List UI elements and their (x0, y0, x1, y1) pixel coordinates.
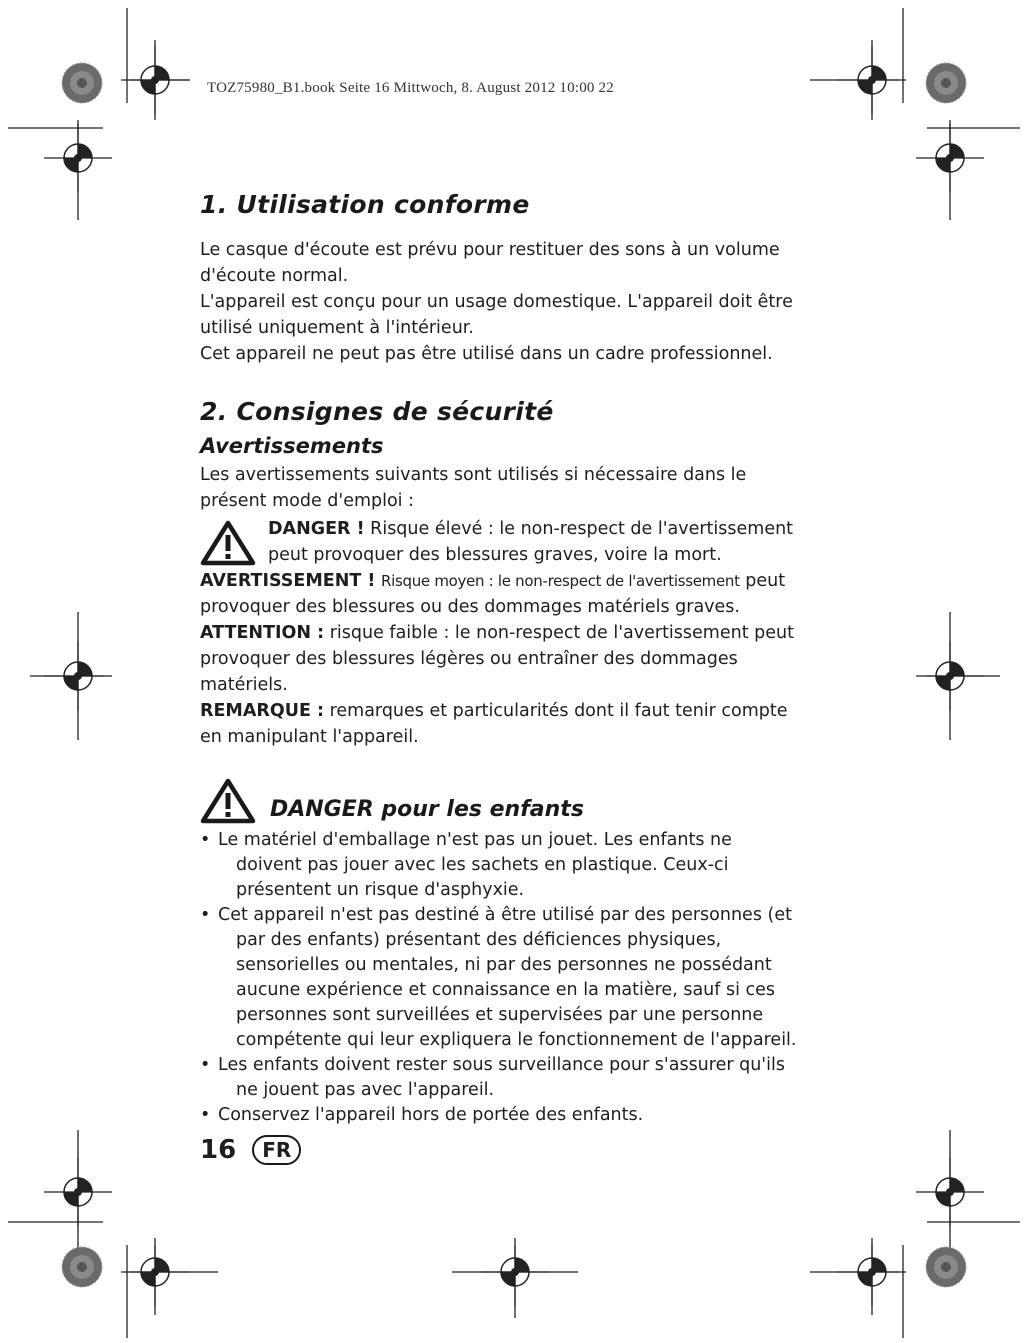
children-danger-heading (200, 778, 800, 824)
attention-text: risque faible : le non-respect de l'avertissement peut provoquer des blessures légères ou entraîner des dommages matériels. (200, 623, 794, 695)
avertissement-text: peut provoquer des blessures ou des dommages matériels graves. (200, 571, 786, 617)
danger-label: DANGER ! (268, 519, 365, 539)
list-item: • Les enfants doivent rester sous surveillance pour s'assurer qu'ils ne jouent pas avec l'appareil. (200, 1053, 800, 1103)
page-number: 16 (200, 1135, 237, 1165)
warning-triangle-icon (200, 778, 256, 824)
danger-text: Risque élevé : le non-respect de l'avertissement peut provoquer des blessures graves, voire la mort. (268, 519, 794, 565)
attention-definition (200, 620, 800, 698)
avertissement-text-condensed: Risque moyen : le non-respect de l'avertissement (380, 572, 740, 590)
avertissement-label: AVERTISSEMENT ! (200, 571, 376, 591)
page-footer (200, 1135, 301, 1165)
print-slug: TOZ75980_B1.book Seite 16 Mittwoch, 8. August 2012 10:00 22 (207, 80, 614, 96)
remarque-text: remarques et particularités dont il faut tenir compte en manipulant l'appareil. (200, 701, 788, 747)
danger-definition (200, 516, 800, 568)
list-item: • Conservez l'appareil hors de portée des enfants. (200, 1103, 800, 1128)
children-danger-list (200, 828, 800, 1128)
remarque-definition (200, 698, 800, 750)
attention-label: ATTENTION : (200, 623, 325, 643)
list-item: • Le matériel d'emballage n'est pas un jouet. Les enfants ne doivent pas jouer avec les sachets en plastique. Ceux-ci présentent un risque d'asphyxie. (200, 828, 800, 903)
main-content (200, 190, 800, 1128)
paragraph: Cet appareil ne peut pas être utilisé dans un cadre professionnel. (200, 344, 773, 364)
remarque-label: REMARQUE : (200, 701, 324, 721)
list-item: • Cet appareil n'est pas destiné à être utilisé par des personnes (et par des enfants) présentant des déficiences physiques, sensorielles ou mentales, ni par des personnes ne possédant aucune expérience et connaissance en la matière, sauf si ces personnes sont surveillées et supervisées par une personne compétente qui leur expliquera le fonctionnement de l'appareil. (200, 903, 800, 1053)
avertissement-definition (200, 568, 800, 620)
warnings-intro: Les avertissements suivants sont utilisés si nécessaire dans le présent mode d'emploi : (200, 465, 747, 511)
section-1-body (200, 237, 800, 367)
section-2-title: 2. Consignes de sécurité (200, 397, 554, 426)
warnings-subtitle: Avertissements (200, 434, 384, 458)
section-1-title: 1. Utilisation conforme (200, 190, 530, 219)
paragraph: L'appareil est conçu pour un usage domestique. L'appareil doit être utilisé uniquement à l'intérieur. (200, 292, 793, 338)
paragraph: Le casque d'écoute est prévu pour restituer des sons à un volume d'écoute normal. (200, 240, 780, 286)
language-badge: FR (252, 1135, 301, 1165)
warning-triangle-icon (200, 520, 256, 566)
children-danger-title: DANGER pour les enfants (270, 797, 584, 822)
